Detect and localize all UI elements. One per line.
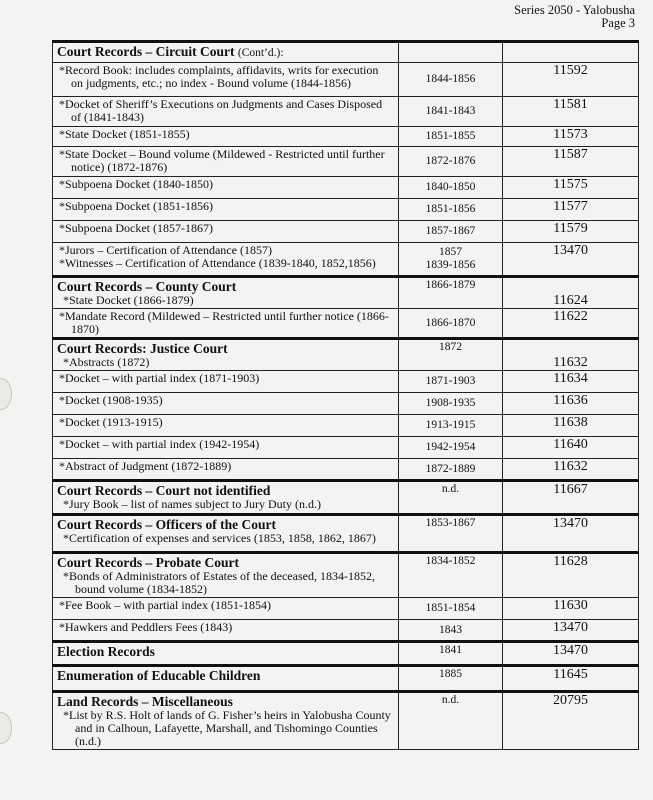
record-number: 11577	[503, 199, 639, 221]
record-dates: n.d.	[399, 481, 503, 515]
record-dates: 1840-1850	[399, 177, 503, 199]
table-row	[53, 177, 639, 199]
record-description: *Subpoena Docket (1857-1867)	[59, 221, 213, 235]
record-number: 11624	[503, 277, 639, 309]
record-number: 11645	[503, 666, 639, 692]
record-dates: 1872	[399, 339, 503, 371]
table-row	[53, 437, 639, 459]
section-header-county-court	[53, 277, 639, 309]
record-description: *Docket of Sheriff’s Executions on Judgments and Cases Disposed of (1841-1843)	[59, 97, 383, 124]
binder-hole-mark	[0, 378, 12, 410]
record-description: *Docket (1913-1915)	[59, 415, 163, 429]
section-probate-court	[53, 553, 639, 598]
record-number: 11632	[503, 459, 639, 481]
table-row	[53, 221, 639, 243]
record-description: *Fee Book – with partial index (1851-1854)	[59, 598, 271, 612]
record-description: *Witnesses – Certification of Attendance (1839-1840, 1852,1856)	[59, 256, 376, 270]
record-dates: 1839-1856	[425, 259, 476, 271]
record-number: 11638	[503, 415, 639, 437]
record-description: *Mandate Record (Mildewed – Restricted until further notice (1866-1870)	[59, 309, 389, 336]
section-election-records	[53, 642, 639, 666]
record-number: 11636	[503, 393, 639, 415]
record-dates: 1841-1843	[399, 97, 503, 127]
record-description: *Docket – with partial index (1871-1903)	[59, 371, 260, 385]
section-land-records	[53, 692, 639, 750]
record-dates: 1851-1854	[399, 598, 503, 620]
record-description: *Jurors – Certification of Attendance (1857)	[59, 243, 272, 257]
records-table	[52, 40, 639, 750]
continued-note: (Cont’d.):	[237, 47, 284, 59]
table-row	[53, 199, 639, 221]
record-description: *Abstracts (1872)	[63, 355, 150, 369]
table-row	[53, 309, 639, 339]
record-description: *Docket (1908-1935)	[59, 393, 163, 407]
record-dates: 1843	[399, 620, 503, 642]
table-row	[53, 371, 639, 393]
record-description: *Subpoena Docket (1851-1856)	[59, 199, 213, 213]
record-description: *List by R.S. Holt of lands of G. Fisher’s heirs in Yalobusha County and in Calhoun, Lafayette, Marshall, and Tishomingo Counties (n.d.)	[63, 708, 391, 748]
record-dates: 1885	[399, 666, 503, 692]
record-number: 11628	[503, 553, 639, 598]
record-description: *Subpoena Docket (1840-1850)	[59, 177, 213, 191]
record-number: 11640	[503, 437, 639, 459]
record-description: *State Docket (1851-1855)	[59, 127, 190, 141]
record-dates: 1851-1855	[399, 127, 503, 147]
section-title: Court Records: Justice Court	[57, 341, 228, 356]
record-description: *Certification of expenses and services (1853, 1858, 1862, 1867)	[63, 531, 376, 545]
record-description: *Hawkers and Peddlers Fees (1843)	[59, 620, 233, 634]
section-title: Court Records – Probate Court	[57, 555, 239, 570]
record-dates: 1908-1935	[399, 393, 503, 415]
section-officers-of-the-court	[53, 515, 639, 553]
section-court-not-identified	[53, 481, 639, 515]
record-description: *State Docket (1866-1879)	[63, 293, 194, 307]
record-dates: 1871-1903	[399, 371, 503, 393]
section-title: Court Records – County Court	[57, 279, 237, 294]
page-number: Page 3	[601, 16, 635, 30]
page-header	[514, 4, 635, 30]
record-dates: 1853-1867	[399, 515, 503, 553]
table-row	[53, 620, 639, 642]
table-row	[53, 243, 639, 277]
record-number: 11573	[503, 127, 639, 147]
record-number: 11622	[503, 309, 639, 339]
section-title: Court Records – Circuit Court	[57, 44, 235, 59]
record-description: *State Docket – Bound volume (Mildewed - Restricted until further notice) (1872-1876)	[59, 147, 385, 174]
record-number: 13470	[503, 243, 639, 277]
record-dates: 1834-1852	[399, 553, 503, 598]
record-description: *Jury Book – list of names subject to Jury Duty (n.d.)	[63, 497, 321, 511]
record-description: *Bonds of Administrators of Estates of the deceased, 1834-1852, bound volume (1834-1852)	[63, 569, 375, 596]
section-educable-children	[53, 666, 639, 692]
record-dates: 1866-1870	[399, 309, 503, 339]
record-description: *Record Book: includes complaints, affidavits, writs for execution on judgments, etc.; no index - Bound volume (1844-1856)	[59, 63, 379, 90]
section-header-justice-court	[53, 339, 639, 371]
table-row	[53, 415, 639, 437]
section-title: Court Records – Court not identified	[57, 483, 271, 498]
record-dates: 1844-1856	[399, 63, 503, 97]
table-row	[53, 63, 639, 97]
section-title: Election Records	[57, 644, 155, 659]
record-number: 11667	[503, 481, 639, 515]
table-row	[53, 147, 639, 177]
record-number: 11587	[503, 147, 639, 177]
record-number: 11630	[503, 598, 639, 620]
record-number: 20795	[503, 692, 639, 750]
record-dates: 1857-1867	[399, 221, 503, 243]
record-description: *Docket – with partial index (1942-1954)	[59, 437, 260, 451]
record-dates: 1942-1954	[399, 437, 503, 459]
record-dates: 1872-1889	[399, 459, 503, 481]
record-dates: 1851-1856	[399, 199, 503, 221]
record-description: *Abstract of Judgment (1872-1889)	[59, 459, 232, 473]
record-dates: n.d.	[399, 692, 503, 750]
section-title: Land Records – Miscellaneous	[57, 694, 233, 709]
table-row	[53, 598, 639, 620]
table-row	[53, 393, 639, 415]
table-row	[53, 97, 639, 127]
record-number: 11581	[503, 97, 639, 127]
record-number: 11575	[503, 177, 639, 199]
record-dates: 1841	[399, 642, 503, 666]
binder-hole-mark	[0, 712, 12, 744]
record-dates: 1857	[439, 246, 462, 258]
record-number: 13470	[503, 620, 639, 642]
section-header-circuit-court	[53, 42, 639, 63]
table-row	[53, 127, 639, 147]
record-number: 13470	[503, 515, 639, 553]
record-number: 11634	[503, 371, 639, 393]
record-dates: 1913-1915	[399, 415, 503, 437]
series-title: Series 2050 - Yalobusha	[514, 3, 635, 17]
table-row	[53, 459, 639, 481]
record-number: 11579	[503, 221, 639, 243]
section-title: Court Records – Officers of the Court	[57, 517, 276, 532]
record-dates: 1872-1876	[399, 147, 503, 177]
record-dates: 1866-1879	[399, 277, 503, 309]
record-number: 11632	[503, 339, 639, 371]
section-title: Enumeration of Educable Children	[57, 668, 261, 683]
record-number: 11592	[503, 63, 639, 97]
record-number: 13470	[503, 642, 639, 666]
